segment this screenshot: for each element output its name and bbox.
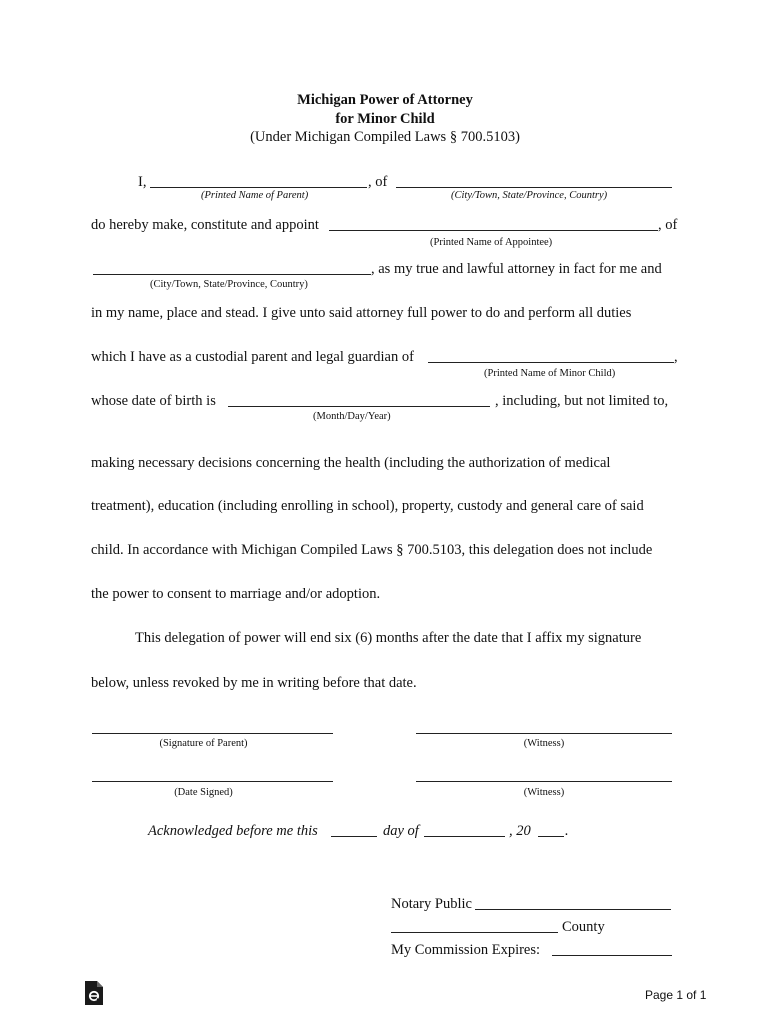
appointee-caption: (Printed Name of Appointee): [430, 237, 553, 248]
child-caption: (Printed Name of Minor Child): [484, 368, 616, 379]
body-line-3: child. In accordance with Michigan Compiled Laws § 700.5103, this delegation does not include: [91, 542, 653, 558]
document-title-line-1: Michigan Power of Attorney: [297, 92, 473, 108]
delegation-line-2: below, unless revoked by me in writing before that date.: [91, 675, 417, 691]
dob-field[interactable]: [228, 406, 490, 407]
witness-2-field[interactable]: [416, 781, 672, 782]
including-text: , including, but not limited to,: [495, 393, 669, 409]
acknowledged-text: Acknowledged before me this: [148, 823, 318, 839]
i-label: I,: [138, 174, 147, 190]
witness-2-caption: (Witness): [523, 787, 565, 798]
minor-child-name-field[interactable]: [428, 362, 674, 363]
dob-caption: (Month/Day/Year): [313, 411, 391, 422]
stead-text: in my name, place and stead. I give unto said attorney full power to do and perform all duties: [91, 305, 632, 321]
of-label-2: , of: [658, 217, 678, 233]
year-prefix: , 20: [509, 823, 531, 839]
body-line-1: making necessary decisions concerning the health (including the authorization of medical: [91, 455, 611, 471]
appoint-text: do hereby make, constitute and appoint: [91, 217, 319, 233]
of-label: , of: [368, 174, 388, 190]
notary-public-label: Notary Public: [391, 896, 472, 912]
attorney-text: , as my true and lawful attorney in fact for me and: [371, 261, 662, 277]
appointee-city-caption: (City/Town, State/Province, Country): [150, 279, 308, 290]
body-line-4: the power to consent to marriage and/or adoption.: [91, 586, 381, 602]
parent-signature-field[interactable]: [92, 733, 333, 734]
ack-day-field[interactable]: [331, 836, 377, 837]
commission-label: My Commission Expires:: [391, 942, 541, 958]
commission-expires-field[interactable]: [552, 955, 672, 956]
custodial-text: which I have as a custodial parent and legal guardian of: [91, 349, 414, 365]
comma: ,: [674, 349, 678, 365]
date-signed-caption: (Date Signed): [174, 787, 233, 798]
appointee-city-field[interactable]: [93, 274, 371, 275]
witness-1-caption: (Witness): [523, 738, 565, 749]
body-line-2: treatment), education (including enrolling in school), property, custody and general care of said: [91, 498, 644, 514]
ack-period: .: [565, 823, 569, 839]
parent-name-caption: (Printed Name of Parent): [201, 190, 309, 201]
ack-year-field[interactable]: [538, 836, 564, 837]
county-field[interactable]: [391, 932, 558, 933]
county-label: County: [562, 919, 605, 935]
parent-city-field[interactable]: [396, 187, 672, 188]
date-signed-field[interactable]: [92, 781, 333, 782]
dob-text: whose date of birth is: [91, 393, 216, 409]
parent-signature-caption: (Signature of Parent): [159, 738, 248, 749]
ack-month-field[interactable]: [424, 836, 505, 837]
day-of-label: day of: [383, 823, 419, 839]
document-title-line-2: for Minor Child: [335, 111, 435, 127]
witness-1-field[interactable]: [416, 733, 672, 734]
page-number: Page 1 of 1: [645, 988, 707, 1002]
delegation-line-1: This delegation of power will end six (6) months after the date that I affix my signature: [135, 630, 642, 646]
document-subtitle: (Under Michigan Compiled Laws § 700.5103): [250, 129, 520, 145]
parent-city-caption: (City/Town, State/Province, Country): [451, 190, 608, 201]
appointee-name-field[interactable]: [329, 230, 658, 231]
parent-name-field[interactable]: [150, 187, 367, 188]
eforms-logo-icon: [85, 981, 103, 1005]
notary-public-field[interactable]: [475, 909, 671, 910]
